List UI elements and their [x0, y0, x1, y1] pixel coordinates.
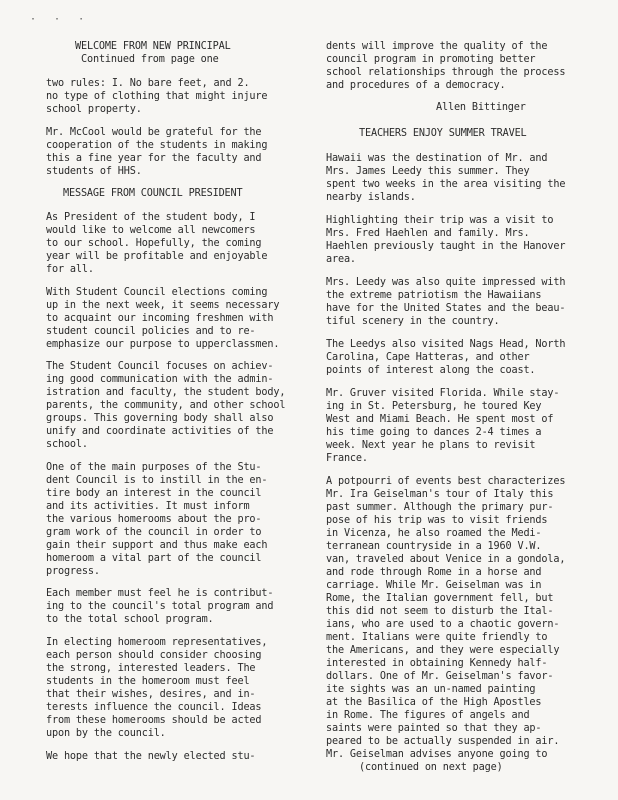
right-text-line: Mrs. Fred Haehlen and family. Mrs.: [326, 228, 530, 239]
right-text-line: council program in promoting better: [326, 54, 536, 65]
right-text-line: and procedures of a democracy.: [326, 80, 506, 91]
left-text-line: As President of the student body, I: [46, 212, 256, 223]
right-text-line: Carolina, Cape Hatteras, and other: [326, 352, 530, 363]
left-text-line: to our school. Hopefully, the coming: [46, 238, 262, 249]
right-text-line: France.: [326, 453, 368, 464]
right-text-line: points of interest along the coast.: [326, 365, 536, 376]
left-text-line: cooperation of the students in making: [46, 140, 268, 151]
page-specks: · · ·: [30, 14, 91, 25]
right-text-line: Mrs. James Leedy this summer. They: [326, 166, 530, 177]
left-text-line: terests influence the council. Ideas: [46, 702, 262, 713]
right-text-line: Mr. Geiselman advises anyone going to: [326, 749, 548, 760]
left-text-line: year will be profitable and enjoyable: [46, 251, 268, 262]
right-text-line: peared to be actually suspended in air.: [326, 736, 560, 747]
right-text-line: in Vicenza, he also roamed the Medi-: [326, 528, 542, 539]
left-text-line: that their wishes, desires, and in-: [46, 689, 256, 700]
left-text-line: Continued from page one: [81, 54, 219, 65]
left-text-line: gain their support and thus make each: [46, 540, 268, 551]
left-text-line: would like to welcome all newcomers: [46, 225, 256, 236]
right-text-line: terranean countryside in a 1960 V.W.: [326, 541, 542, 552]
left-text-line: from these homerooms should be acted: [46, 715, 262, 726]
left-text-line: One of the main purposes of the Stu-: [46, 462, 262, 473]
left-text-line: WELCOME FROM NEW PRINCIPAL: [75, 41, 231, 52]
right-text-line: saints were painted so that they ap-: [326, 723, 542, 734]
left-text-line: With Student Council elections coming: [46, 287, 268, 298]
right-text-line: week. Next year he plans to revisit: [326, 440, 536, 451]
left-text-line: ing good communication with the admin-: [46, 374, 274, 385]
left-text-line: two rules: I. No bare feet, and 2.: [46, 78, 250, 89]
right-text-line: Mr. Gruver visited Florida. While stay-: [326, 388, 560, 399]
right-text-line: Mr. Ira Geiselman's tour of Italy this: [326, 489, 554, 500]
right-text-line: Highlighting their trip was a visit to: [326, 215, 554, 226]
right-text-line: school relationships through the process: [326, 67, 566, 78]
right-text-line: the extreme patriotism the Hawaiians: [326, 290, 542, 301]
right-text-line: and rode through Rome in a horse and: [326, 567, 542, 578]
right-text-line: ing in St. Petersburg, he toured Key: [326, 401, 542, 412]
left-text-line: upon by the council.: [46, 728, 166, 739]
left-text-line: no type of clothing that might injure: [46, 91, 268, 102]
left-text-line: each person should consider choosing: [46, 650, 262, 661]
left-text-line: groups. This governing body shall also: [46, 413, 274, 424]
right-text-line: A potpourri of events best characterizes: [326, 476, 566, 487]
right-text-line: ite sights was an un-named painting: [326, 684, 536, 695]
left-text-line: gram work of the council in order to: [46, 527, 262, 538]
left-text-line: progress.: [46, 566, 100, 577]
right-text-line: area.: [326, 254, 356, 265]
left-text-line: parents, the community, and other school: [46, 400, 286, 411]
right-text-line: TEACHERS ENJOY SUMMER TRAVEL: [359, 128, 527, 139]
right-text-line: spent two weeks in the area visiting the: [326, 179, 566, 190]
right-text-line: pose of his trip was to visit friends: [326, 515, 548, 526]
left-text-line: homeroom a vital part of the council: [46, 553, 262, 564]
right-text-line: Hawaii was the destination of Mr. and: [326, 153, 548, 164]
right-text-line: tiful scenery in the country.: [326, 316, 500, 327]
left-text-line: emphasize our purpose to upperclassmen.: [46, 339, 280, 350]
right-text-line: this did not seem to disturb the Ital-: [326, 606, 554, 617]
left-text-line: MESSAGE FROM COUNCIL PRESIDENT: [63, 188, 243, 199]
right-text-line: The Leedys also visited Nags Head, North: [326, 339, 566, 350]
right-text-line: the Americans, and they were especially: [326, 645, 560, 656]
right-text-line: interested in obtaining Kennedy half-: [326, 658, 548, 669]
right-text-line: Rome, the Italian government fell, but: [326, 593, 554, 604]
left-text-line: and its activities. It must inform: [46, 501, 250, 512]
right-text-line: in Rome. The figures of angels and: [326, 710, 530, 721]
right-text-line: dents will improve the quality of the: [326, 41, 548, 52]
left-text-line: students of HHS.: [46, 166, 142, 177]
left-text-line: the strong, interested leaders. The: [46, 663, 256, 674]
left-text-line: dent Council is to instill in the en-: [46, 475, 268, 486]
right-text-line: (continued on next page): [359, 762, 503, 773]
left-text-line: The Student Council focuses on achiev-: [46, 361, 274, 372]
right-text-line: nearby islands.: [326, 192, 416, 203]
right-text-line: Haehlen previously taught in the Hanover: [326, 241, 566, 252]
left-text-line: students in the homeroom must feel: [46, 676, 250, 687]
left-text-line: school.: [46, 439, 88, 450]
left-text-line: school property.: [46, 104, 142, 115]
left-text-line: student council policies and to re-: [46, 326, 256, 337]
left-text-line: for all.: [46, 264, 94, 275]
right-text-line: van, traveled about Venice in a gondola,: [326, 554, 566, 565]
left-text-line: this a fine year for the faculty and: [46, 153, 262, 164]
left-text-line: unify and coordinate activities of the: [46, 426, 274, 437]
right-text-line: at the Basilica of the High Apostles: [326, 697, 542, 708]
right-text-line: Mrs. Leedy was also quite impressed with: [326, 277, 566, 288]
left-text-line: In electing homeroom representatives,: [46, 637, 268, 648]
right-text-line: his time going to dances 2-4 times a: [326, 427, 542, 438]
left-text-line: Each member must feel he is contribut-: [46, 588, 274, 599]
left-text-line: ing to the council's total program and: [46, 601, 274, 612]
right-text-line: past summer. Although the primary pur-: [326, 502, 554, 513]
left-text-line: to acquaint our incoming freshmen with: [46, 313, 274, 324]
left-text-line: We hope that the newly elected stu-: [46, 751, 256, 762]
right-text-line: ians, who are used to a chaotic govern-: [326, 619, 560, 630]
left-text-line: up in the next week, it seems necessary: [46, 300, 280, 311]
left-text-line: Mr. McCool would be grateful for the: [46, 127, 262, 138]
right-text-line: have for the United States and the beau-: [326, 303, 566, 314]
left-text-line: the various homerooms about the pro-: [46, 514, 262, 525]
right-text-line: carriage. While Mr. Geiselman was in: [326, 580, 542, 591]
right-text-line: Allen Bittinger: [436, 102, 526, 113]
right-text-line: dollars. One of Mr. Geiselman's favor-: [326, 671, 554, 682]
left-text-line: tire body an interest in the council: [46, 488, 262, 499]
left-text-line: to the total school program.: [46, 614, 214, 625]
right-text-line: West and Miami Beach. He spent most of: [326, 414, 554, 425]
left-text-line: istration and faculty, the student body,: [46, 387, 286, 398]
right-text-line: ment. Italians were quite friendly to: [326, 632, 548, 643]
